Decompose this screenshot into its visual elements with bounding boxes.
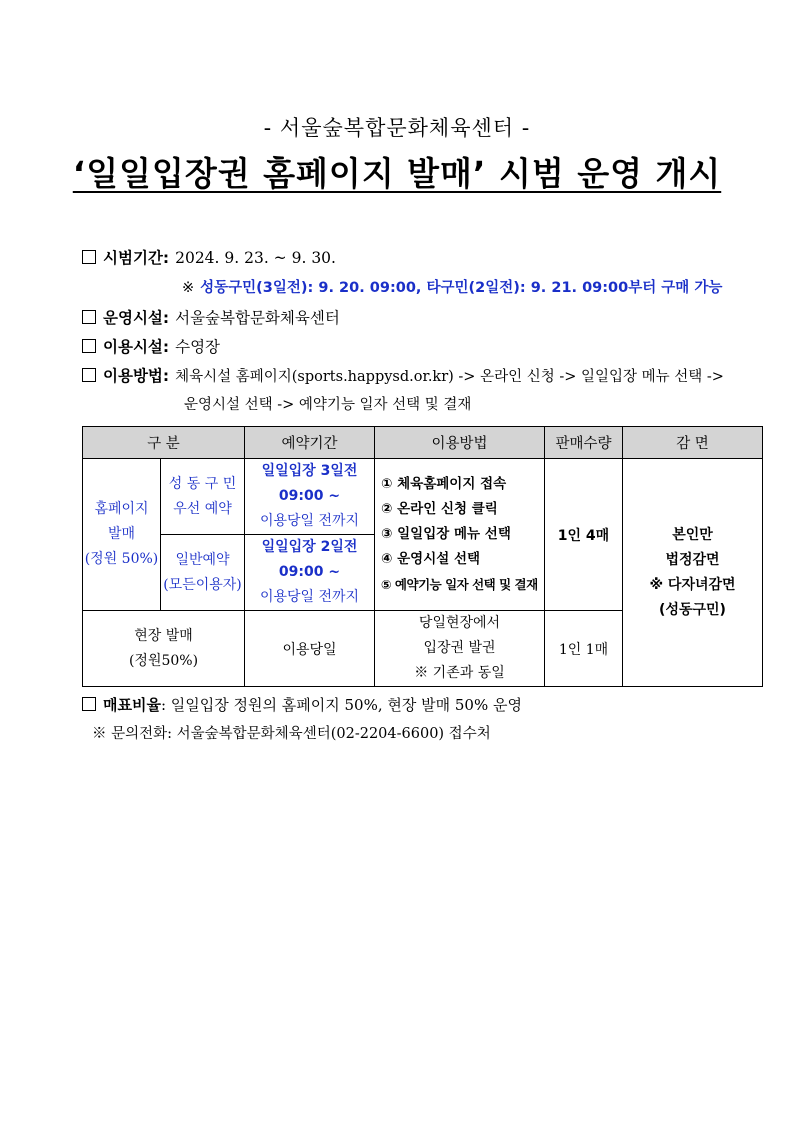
item-method-line2: 운영시설 선택 -> 예약기능 일자 선택 및 결재 (184, 397, 472, 413)
note-mark: ※ (182, 280, 195, 296)
general-period-line: 일일입장 2일전 (261, 539, 358, 555)
step-item: ⑤ 예약기능 일자 선택 및 결재 (381, 577, 538, 592)
item-facility (82, 306, 340, 328)
item-label: 이용시설: (103, 338, 170, 356)
header-method: 이용방법 (375, 427, 545, 459)
header-period: 예약기간 (245, 427, 375, 459)
checkbox-icon (82, 310, 96, 324)
ratio-label: 매표비율 (103, 696, 161, 714)
table-row (83, 459, 763, 535)
discount-line: 본인만 (672, 526, 713, 543)
item-value: 수영장 (175, 338, 221, 356)
online-group-line: 발매 (107, 526, 136, 542)
general-type-line: 일반예약 (175, 551, 230, 568)
page-title: ‘일일입장권 홈페이지 발매’ 시범 운영 개시 (72, 154, 722, 193)
ticket-table (82, 426, 763, 687)
onsite-type-line: 현장 발매 (134, 627, 193, 644)
discount-line: ※ 다자녀감면 (649, 576, 736, 593)
resident-period-line: 이용당일 전까지 (259, 513, 360, 529)
table-header-row (83, 427, 763, 459)
general-type-line: (모든이용자) (163, 576, 242, 593)
online-group-cell (83, 459, 161, 611)
discount-line: 법정감면 (665, 551, 720, 568)
online-group-line: (정원 50%) (84, 551, 159, 567)
header-quantity: 판매수량 (545, 427, 623, 459)
item-value: 2024. 9. 23. ~ 9. 30. (175, 249, 336, 267)
online-quantity-cell: 1인 4매 (545, 459, 623, 611)
onsite-type-line: (정원50%) (128, 652, 199, 669)
step-item: ① 체육홈페이지 접속 (381, 476, 507, 492)
checkbox-icon (82, 339, 96, 353)
item-method (82, 364, 724, 386)
general-type-cell (161, 535, 245, 611)
onsite-method-line: 입장권 발권 (423, 640, 496, 656)
onsite-method-line: ※ 기존과 동일 (414, 665, 505, 681)
checkbox-icon (82, 250, 96, 264)
onsite-quantity-cell: 1인 1매 (545, 611, 623, 687)
step-item: ③ 일일입장 메뉴 선택 (381, 526, 511, 542)
ratio-text: : 일일입장 정원의 홈페이지 50%, 현장 발매 50% 운영 (160, 696, 522, 714)
note-text: 성동구민(3일전): 9. 20. 09:00, 타구민(2일전): 9. 21. 09:00부터 구매 가능 (200, 280, 723, 296)
item-value: 체육시설 홈페이지(sports.happysd.or.kr) -> 온라인 신청 -> 일일입장 메뉴 선택 -> (175, 369, 724, 385)
step-item: ④ 운영시설 선택 (381, 551, 481, 567)
general-period-cell (245, 535, 375, 611)
onsite-method-line: 당일현장에서 (418, 615, 501, 631)
item-value: 서울숲복합문화체육센터 (175, 309, 340, 327)
resident-period-line: 09:00 ~ (278, 488, 341, 504)
item-usage-facility (82, 335, 220, 357)
presale-note (182, 276, 722, 297)
resident-period-cell (245, 459, 375, 535)
header-category: 구 분 (83, 427, 245, 459)
item-label: 이용방법: (103, 367, 170, 385)
step-item: ② 온라인 신청 클릭 (381, 501, 498, 517)
center-subtitle: - 서울숲복합문화체육센터 - (263, 116, 531, 140)
online-group-line: 홈페이지 (94, 501, 149, 517)
item-label: 운영시설: (103, 309, 170, 327)
checkbox-icon (82, 697, 96, 711)
general-period-line: 이용당일 전까지 (259, 589, 360, 605)
onsite-method-cell (375, 611, 545, 687)
discount-cell (623, 459, 763, 687)
item-label: 시범기간: (103, 249, 170, 267)
resident-type-line: 우선 예약 (173, 500, 232, 517)
header-discount: 감 면 (623, 427, 763, 459)
item-period (82, 246, 336, 268)
resident-period-line: 일일입장 3일전 (261, 463, 358, 479)
resident-type-cell (161, 459, 245, 535)
onsite-period-cell: 이용당일 (245, 611, 375, 687)
checkbox-icon (82, 368, 96, 382)
onsite-type-cell (83, 611, 245, 687)
ticket-ratio (82, 694, 522, 715)
discount-line: (성동구민) (659, 601, 726, 618)
general-period-line: 09:00 ~ (278, 564, 341, 580)
resident-type-line: 성 동 구 민 (168, 475, 237, 492)
online-steps-cell (375, 459, 545, 611)
contact-note: ※ 문의전화: 서울숲복합문화체육센터(02-2204-6600) 접수처 (92, 726, 491, 742)
